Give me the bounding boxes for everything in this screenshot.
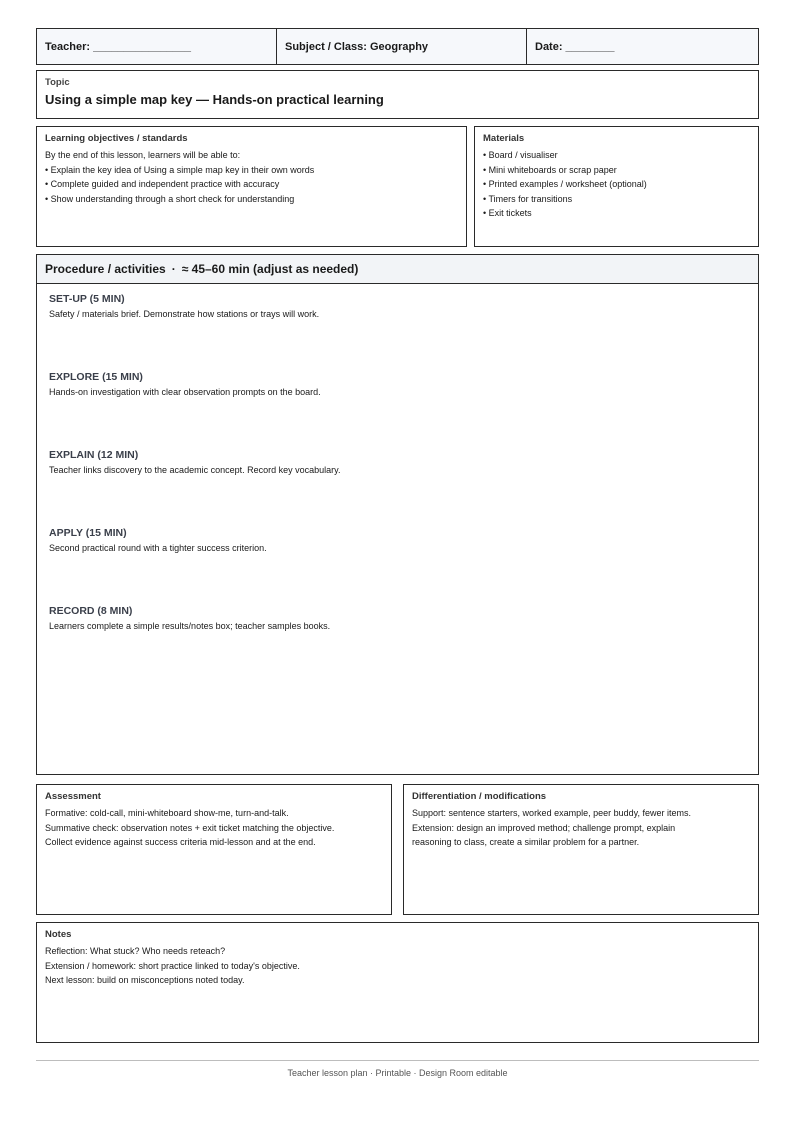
assessment-title: Assessment — [45, 791, 101, 802]
objectives-panel — [36, 126, 467, 247]
stage-title: SET-UP (5 MIN) — [49, 293, 125, 305]
objectives-line: • Complete guided and independent practice with accuracy — [45, 179, 280, 189]
materials-item: • Timers for transitions — [483, 193, 573, 204]
page-footer: Teacher lesson plan · Printable · Design Room editable — [287, 1068, 508, 1078]
assessment-panel — [36, 784, 392, 915]
differentiation-panel — [403, 784, 759, 915]
stage-description: Learners complete a simple results/notes box; teacher samples books. — [49, 621, 331, 631]
assessment-line: Collect evidence against success criteria mid-lesson and at the end. — [45, 837, 316, 847]
materials-item: • Exit tickets — [483, 208, 532, 218]
header-row — [36, 28, 759, 65]
differentiation-line: reasoning to class, create a similar problem for a partner. — [412, 837, 640, 847]
date-field: Date: ________ — [535, 40, 615, 53]
procedure-stage — [49, 605, 749, 631]
objectives-line: • Explain the key idea of Using a simple map key in their own words — [45, 164, 315, 175]
stage-description: Hands-on investigation with clear observation prompts on the board. — [49, 387, 321, 397]
materials-item: • Printed examples / worksheet (optional) — [483, 179, 647, 189]
stage-title: APPLY (15 MIN) — [49, 527, 127, 539]
notes-line: Next lesson: build on misconceptions noted today. — [45, 975, 245, 985]
materials-panel — [474, 126, 759, 247]
procedure-duration: ≈ 45–60 min (adjust as needed) — [181, 262, 359, 276]
notes-panel — [36, 922, 759, 1043]
differentiation-line: Support: sentence starters, worked example, peer buddy, fewer items. — [412, 808, 691, 818]
procedure-title: Procedure / activities — [45, 262, 166, 276]
procedure-panel — [36, 254, 759, 775]
topic-label: Topic — [45, 77, 70, 88]
subject-class-field: Subject / Class: Geography — [277, 29, 527, 64]
procedure-stage — [49, 449, 749, 475]
differentiation-line: Extension: design an improved method; challenge prompt, explain — [412, 822, 676, 833]
notes-line: Extension / homework: short practice linked to today's objective. — [45, 960, 300, 971]
procedure-stage — [49, 527, 749, 553]
materials-item: • Mini whiteboards or scrap paper — [483, 164, 617, 175]
teacher-field: Teacher: ________________ — [37, 29, 277, 64]
notes-title: Notes — [45, 929, 72, 940]
assessment-line: Formative: cold-call, mini-whiteboard show-me, turn-and-talk. — [45, 808, 289, 818]
objectives-line: By the end of this lesson, learners will be able to: — [45, 150, 241, 160]
assessment-line: Summative check: observation notes + exit ticket matching the objective. — [45, 822, 335, 833]
stage-title: EXPLAIN (12 MIN) — [49, 449, 139, 461]
objectives-line: • Show understanding through a short check for understanding — [45, 193, 295, 204]
topic-title: Using a simple map key — Hands-on practical learning — [45, 92, 384, 107]
objectives-title: Learning objectives / standards — [45, 133, 188, 144]
stage-description: Safety / materials brief. Demonstrate how stations or trays will work. — [49, 309, 320, 319]
topic-box — [36, 70, 759, 119]
notes-line: Reflection: What stuck? Who needs reteach? — [45, 946, 226, 956]
materials-title: Materials — [483, 133, 525, 144]
stage-title: EXPLORE (15 MIN) — [49, 371, 143, 383]
materials-item: • Board / visualiser — [483, 150, 558, 160]
procedure-stage — [49, 371, 749, 397]
differentiation-title: Differentiation / modifications — [412, 791, 547, 802]
stage-title: RECORD (8 MIN) — [49, 605, 133, 617]
procedure-separator: · — [171, 262, 176, 276]
footer-divider — [36, 1060, 759, 1061]
stage-description: Teacher links discovery to the academic concept. Record key vocabulary. — [49, 465, 341, 475]
stage-description: Second practical round with a tighter success criterion. — [49, 543, 267, 553]
procedure-header — [37, 255, 758, 284]
procedure-stage — [49, 293, 749, 319]
